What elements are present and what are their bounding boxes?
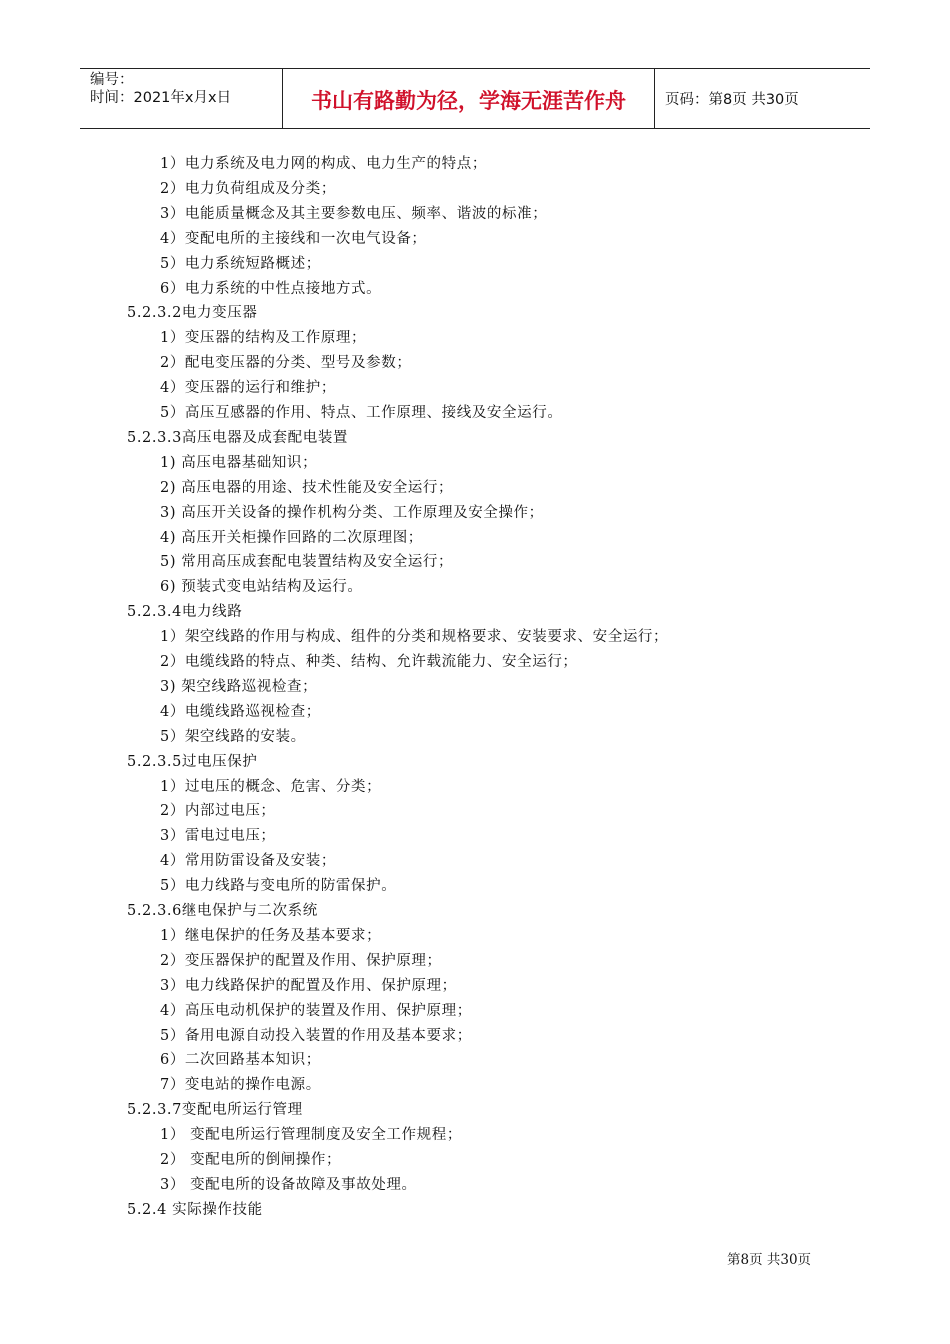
list-item: 5）电力系统短路概述； [160,255,321,272]
list-item: 1）继电保护的任务及基本要求； [160,927,382,944]
list-item: 1）架空线路的作用与构成、组件的分类和规格要求、安装要求、安全运行； [160,629,669,646]
section-heading: 5.2.3.3高压电器及成套配电装置 [127,429,349,446]
list-item: 3）电能质量概念及其主要参数电压、频率、谐波的标准； [160,205,548,222]
list-item: 3) 高压开关设备的操作机构分类、工作原理及安全操作； [160,504,544,521]
list-item: 5）高压互感器的作用、特点、工作原理、接线及安全运行。 [160,405,563,421]
list-item: 1）过电压的概念、危害、分类； [160,778,382,795]
list-item: 7）变电站的操作电源。 [160,1077,321,1094]
list-item: 3）雷电过电压； [160,828,276,845]
section-heading: 5.2.3.2电力变压器 [127,305,258,322]
list-item: 5）备用电源自动投入装置的作用及基本要求； [160,1027,472,1044]
list-item: 4）电缆线路巡视检查； [160,703,321,720]
list-item: 3） 变配电所的设备故障及事故处理。 [160,1176,417,1193]
number-label: 编号： [90,72,134,88]
list-item: 2）变压器保护的配置及作用、保护原理； [160,952,442,969]
time-label: 时间：2021年x月x日 [90,90,232,106]
list-item: 6) 预装式变电站结构及运行。 [160,579,363,596]
page-header [80,68,870,129]
list-item: 2） 变配电所的倒闸操作； [160,1152,342,1168]
list-item: 4) 高压开关柜操作回路的二次原理图； [160,529,423,546]
list-item: 4）常用防雷设备及安装； [160,853,336,870]
list-item: 5) 常用高压成套配电装置结构及安全运行； [160,554,454,571]
list-item: 4）变配电所的主接线和一次电气设备； [160,230,427,247]
list-item: 1） 变配电所运行管理制度及安全工作规程； [160,1127,462,1144]
list-item: 5）电力线路与变电所的防雷保护。 [160,878,397,895]
section-heading: 5.2.3.7变配电所运行管理 [127,1102,303,1119]
list-item: 1）变压器的结构及工作原理； [160,330,367,347]
page-footer: 第8页 共30页 [727,1252,812,1268]
list-item: 2）配电变压器的分类、型号及参数； [160,355,412,372]
list-item: 1) 高压电器基础知识； [160,454,318,471]
list-item: 2) 高压电器的用途、技术性能及安全运行； [160,479,454,496]
list-item: 2）电力负荷组成及分类； [160,180,336,197]
list-item: 4）变压器的运行和维护； [160,380,336,397]
list-item: 3) 架空线路巡视检查； [160,678,318,695]
list-item: 1）电力系统及电力网的构成、电力生产的特点； [160,156,487,172]
list-item: 2）内部过电压； [160,803,276,820]
list-item: 6）二次回路基本知识； [160,1052,321,1069]
list-item: 4）高压电动机保护的装置及作用、保护原理； [160,1002,472,1019]
section-heading: 5.2.3.5过电压保护 [127,753,258,770]
list-item: 3）电力线路保护的配置及作用、保护原理； [160,977,457,994]
section-heading: 5.2.3.6继电保护与二次系统 [127,903,318,919]
header-page-info: 页码：第8页 共30页 [665,92,799,108]
list-item: 5）架空线路的安装。 [160,728,306,745]
section-heading: 5.2.4 实际操作技能 [127,1201,263,1218]
list-item: 2）电缆线路的特点、种类、结构、允许载流能力、安全运行； [160,654,578,670]
header-motto: 书山有路勤为径，学海无涯苦作舟 [282,69,655,128]
list-item: 6）电力系统的中性点接地方式。 [160,280,382,297]
header-meta-cell [80,69,282,128]
section-heading: 5.2.3.4电力线路 [127,604,243,621]
